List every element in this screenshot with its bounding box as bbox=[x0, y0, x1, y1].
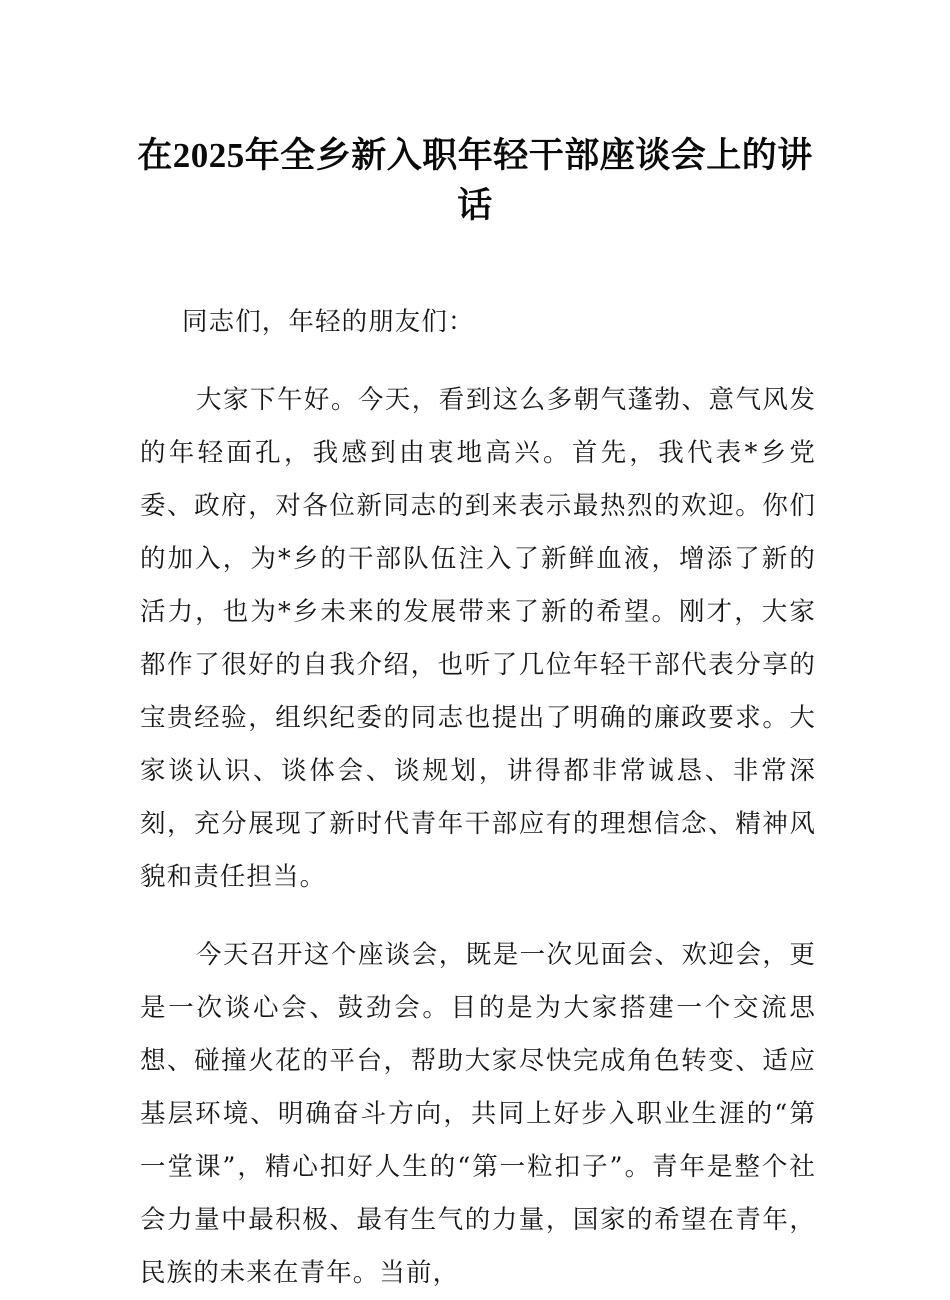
salutation-paragraph: 同志们，年轻的朋友们： bbox=[182, 307, 475, 337]
body-paragraph-1: 大家下午好。今天，看到这么多朝气蓬勃、意气风发的年轻面孔，我感到由衷地高兴。首先，我代表*乡党委、政府，对各位新同志的到来表示最热烈的欢迎。你们的加入，为*乡的干部队伍注入了新鲜血液，增添了新的活力，也为*乡未来的发展带来了新的希望。刚才，大家都作了很好的自我介绍，也听了几位年轻干部代表分享的宝贵经验，组织纪委的同志也提出了明确的廉政要求。大家谈认识、谈体会、谈规划，讲得都非常诚恳、非常深刻，充分展现了新时代青年干部应有的理想信念、精神风貌和责任担当。 bbox=[140, 385, 816, 892]
body-paragraph-2: 今天召开这个座谈会，既是一次见面会、欢迎会，更是一次谈心会、鼓劲会。目的是为大家搭建一个交流思想、碰撞火花的平台，帮助大家尽快完成角色转变、适应基层环境、明确奋斗方向，共同上好步入职业生涯的“第一堂课”，精心扣好人生的“第一粒扣子”。青年是整个社会力量中最积极、最有生气的力量，国家的希望在青年，民族的未来在青年。当前， bbox=[140, 940, 816, 1288]
page-title: 在2025年全乡新入职年轻干部座谈会上的讲话 bbox=[137, 136, 813, 226]
document-body bbox=[140, 296, 816, 1300]
